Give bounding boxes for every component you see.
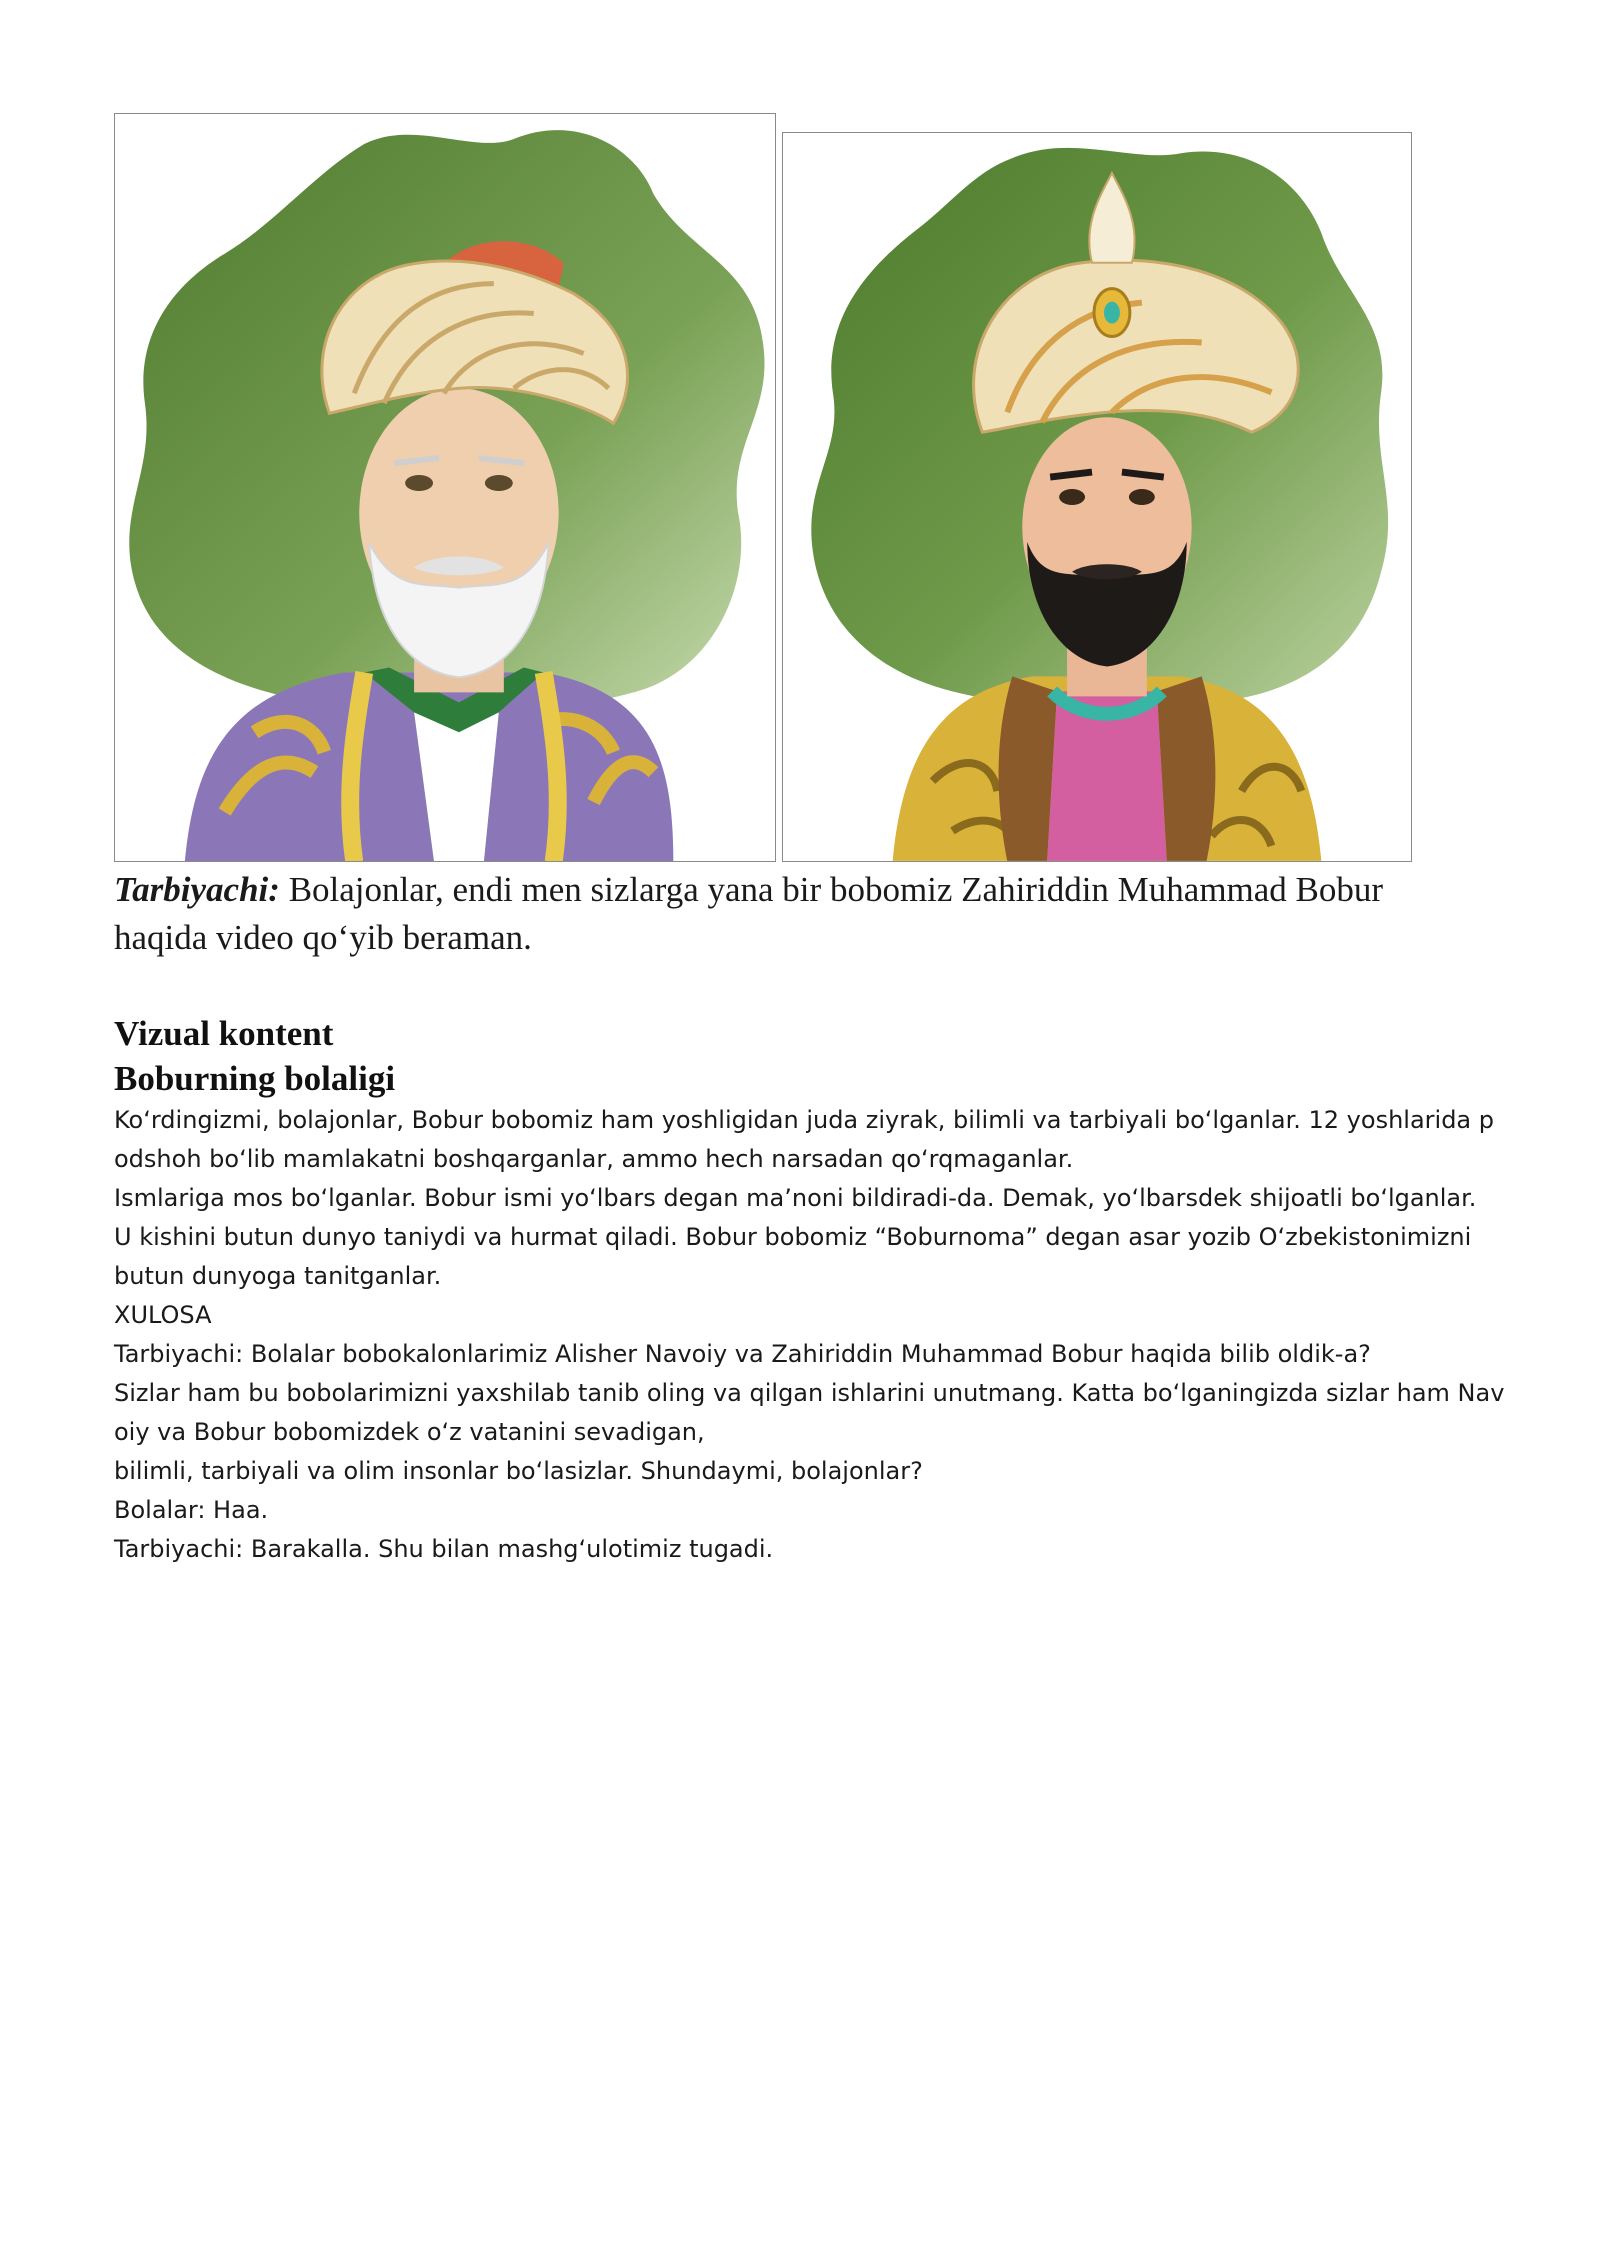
body-line: Bolalar: Haa. [114,1496,269,1524]
intro-text-1: Bolajonlar, endi men sizlarga yana bir bobomiz Zahiriddin Muhammad Bobur [279,870,1384,909]
body-line: Ismlariga mos bo‘lganlar. Bobur ismi yo‘lbars degan ma’noni bildiradi-da. Demak, yo‘lbarsdek shijoatli bo‘lganlar. [114,1184,1477,1212]
body-line: Ko‘rdingizmi, bolajonlar, Bobur bobomiz ham yoshligidan juda ziyrak, bilimli va tarbiyali bo‘lganlar. 12 yoshlarida p [114,1106,1494,1134]
body-line: Tarbiyachi: Barakalla. Shu bilan mashg‘ulotimiz tugadi. [114,1535,774,1563]
elder-portrait-image [114,113,776,862]
ruler-portrait-image [782,132,1412,862]
body-text [114,1101,1514,1569]
body-line: oiy va Bobur bobomizdek o‘z vatanini sevadigan, [114,1418,705,1446]
conclusion-label: XULOSA [114,1301,212,1329]
speaker-label: Tarbiyachi: [114,870,280,909]
body-line: Tarbiyachi: Bolalar bobokalonlarimiz Alisher Navoiy va Zahiriddin Muhammad Bobur haqida bilib oldik-a? [114,1340,1371,1368]
body-line: odshoh bo‘lib mamlakatni boshqarganlar, ammo hech narsadan qo‘rqmaganlar. [114,1145,1074,1173]
body-line: butun dunyoga tanitganlar. [114,1262,442,1290]
intro-paragraph [114,866,1514,962]
body-line: U kishini butun dunyo taniydi va hurmat qiladi. Bobur bobomiz “Boburnoma” degan asar yozib O‘zbekistonimizni [114,1223,1472,1251]
intro-line-1 [114,866,1514,914]
section-title-heading: Boburning bolaligi [114,1059,396,1098]
body-line: bilimli, tarbiyali va olim insonlar bo‘lasizlar. Shundaymi, bolajonlar? [114,1457,923,1485]
visual-content-heading: Vizual kontent [114,1014,334,1053]
body-line: Sizlar ham bu bobolarimizni yaxshilab tanib oling va qilgan ishlarini unutmang. Katta bo‘lganingizda sizlar ham Nav [114,1379,1505,1407]
intro-line-2: haqida video qo‘yib beraman. [114,918,532,957]
